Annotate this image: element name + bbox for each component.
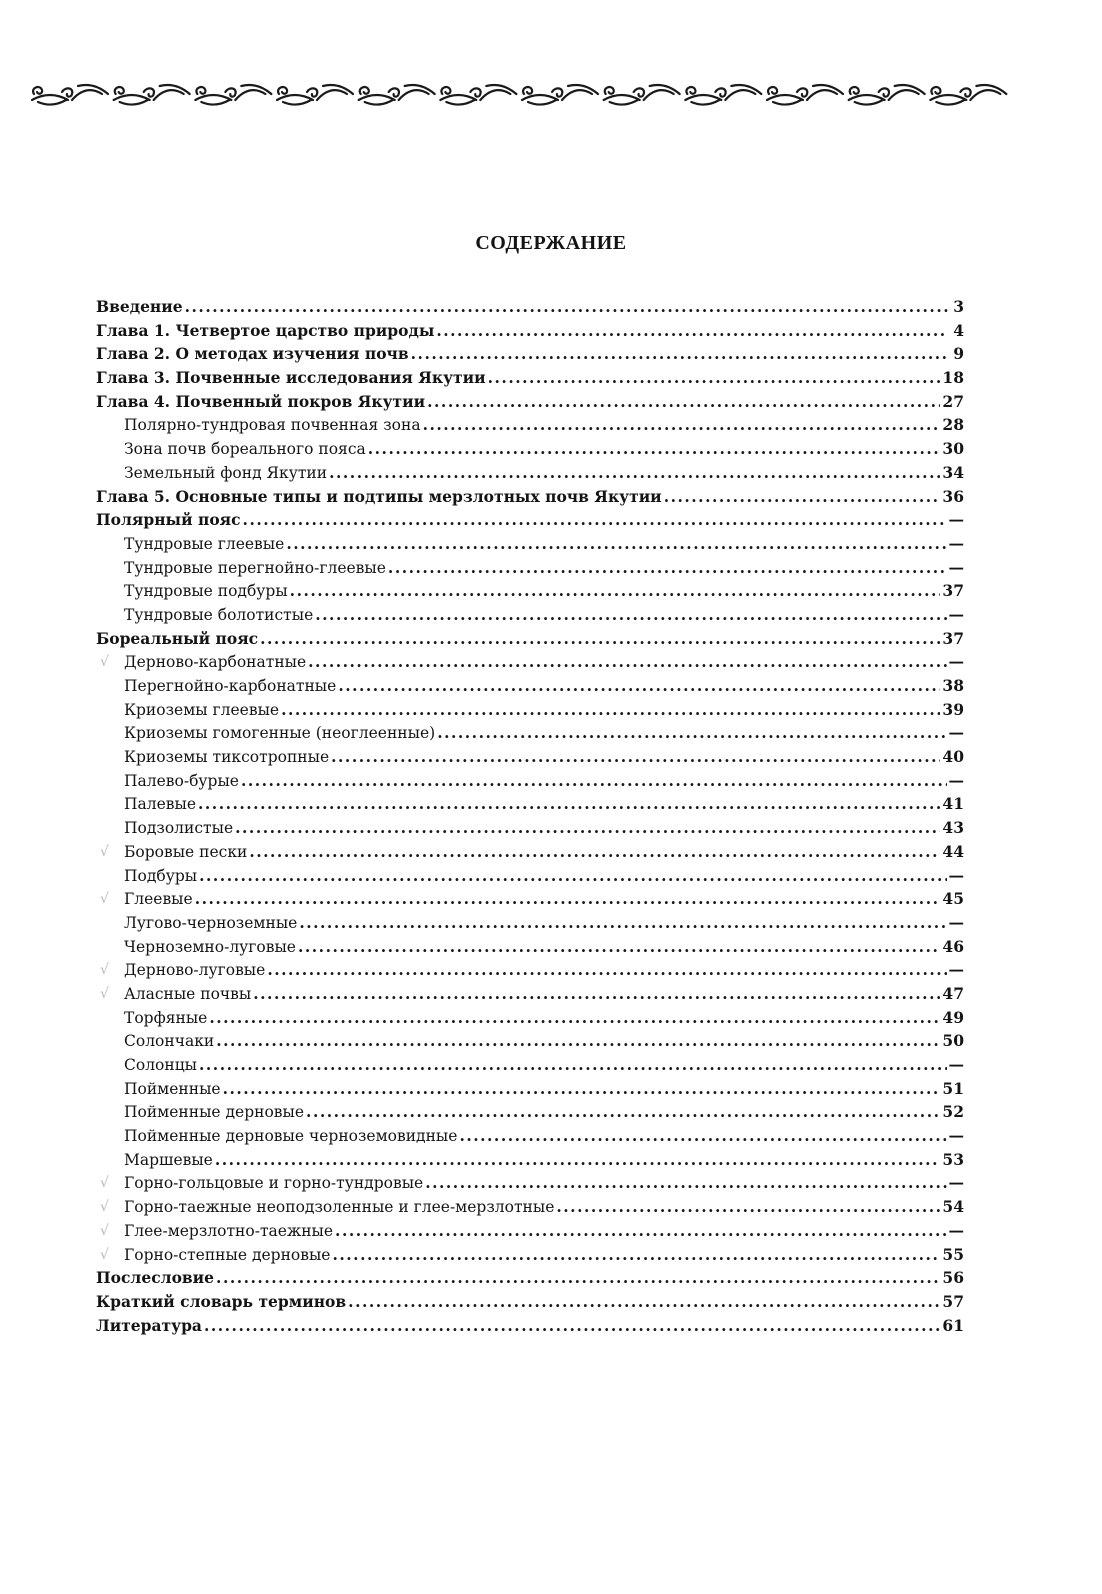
toc-entry[interactable] [96,911,964,935]
toc-entry[interactable] [96,864,964,888]
toc-entry-label: Солончаки [124,1032,215,1051]
dot-leader [216,1029,940,1053]
toc-entry-label: Пойменные дерновые [124,1103,305,1122]
toc-entry[interactable] [96,1195,964,1219]
dot-leader [298,935,940,959]
toc-entry[interactable] [96,1314,964,1338]
toc-entry[interactable] [96,627,964,651]
dot-leader [216,1266,940,1290]
toc-entry-label: Полярно-тундровая почвенная зона [124,416,421,435]
toc-entry[interactable] [96,816,964,840]
dot-leader [260,627,940,651]
toc-entry-label: Горно-гольцовые и горно-тундровые √ [96,1172,423,1196]
pencil-checkmark-icon: √ [100,843,109,860]
toc-entry-label: Дерново-карбонатные √ [96,651,306,675]
toc-entry-label: Тундровые перегнойно-глеевые [124,558,386,577]
toc-entry-label: Полярный пояс [96,510,241,530]
dot-leader [223,1077,941,1101]
toc-entry[interactable] [96,1100,964,1124]
toc-entry[interactable] [96,958,964,982]
dot-leader [290,579,941,603]
dot-leader [459,1124,946,1148]
toc-entry-label: Черноземно-луговые [124,937,296,956]
table-of-contents [96,295,964,1337]
toc-entry-page: 38 [942,676,964,695]
pencil-checkmark-icon: √ [100,1246,109,1263]
toc-entry-page: 37 [942,628,964,648]
toc-entry-label: Горно-степные дерновые √ [96,1244,330,1268]
toc-entry-page: — [948,770,964,790]
dot-leader [281,698,940,722]
toc-entry[interactable] [96,579,964,603]
toc-entry-label: Зона почв бореального пояса [124,440,366,459]
toc-entry-label: Маршевые [124,1150,213,1169]
toc-entry-page: 28 [942,415,964,435]
toc-entry[interactable] [96,1219,964,1243]
toc-entry-label: Горно-таежные неоподзоленные и глее-мерзлотные √ [96,1196,554,1220]
toc-entry-label: Глава 2. О методах изучения почв [96,344,409,364]
dot-leader [338,674,940,698]
dot-leader [199,864,946,888]
toc-entry-label: Подзолистые [124,819,234,838]
dot-leader [664,485,941,509]
toc-entry-label: Тундровые болотистые [124,605,314,624]
toc-entry-page: — [948,960,964,980]
toc-entry[interactable] [96,792,964,816]
toc-entry-page: — [948,533,964,553]
toc-entry-label: Бореальный пояс [96,628,259,648]
toc-entry-page: 50 [942,1031,964,1051]
pencil-checkmark-icon: √ [100,1222,109,1239]
toc-entry-page: 47 [942,983,964,1003]
toc-entry-label: Подбуры [124,866,198,885]
toc-entry[interactable] [96,413,964,437]
toc-entry-label: Пойменные дерновые черноземовидные [124,1127,458,1146]
decorative-scroll-border-icon [28,80,1008,106]
toc-entry-label: Палево-бурые [124,771,239,790]
toc-entry[interactable] [96,1006,964,1030]
dot-leader [299,911,946,935]
pencil-checkmark-icon: √ [100,891,109,908]
toc-entry-page: — [948,510,964,530]
dot-leader [315,603,946,627]
toc-entry-page: 36 [942,486,964,506]
toc-entry[interactable] [96,485,964,509]
toc-entry[interactable] [96,674,964,698]
toc-entry-page: — [948,912,964,932]
toc-entry[interactable] [96,745,964,769]
toc-entry[interactable] [96,461,964,485]
toc-entry[interactable] [96,556,964,580]
dot-leader [427,390,940,414]
page-title: СОДЕРЖАНИЕ [475,232,627,254]
toc-entry-page: — [948,1055,964,1074]
toc-entry-label: Земельный фонд Якутии [124,463,328,482]
toc-entry-page: 46 [942,936,964,956]
toc-entry-label: Криоземы тиксотропные [124,748,330,767]
toc-entry[interactable] [96,437,964,461]
dot-leader [204,1314,940,1338]
toc-entry-page: 55 [942,1244,964,1264]
toc-entry-page: 41 [942,794,964,814]
toc-entry-label: Глава 1. Четвертое царство природы [96,320,435,340]
dot-leader [267,958,946,982]
pencil-checkmark-icon: √ [100,1199,109,1216]
dot-leader [436,319,948,343]
toc-entry[interactable] [96,319,964,343]
dot-leader [332,1243,940,1267]
toc-entry[interactable] [96,532,964,556]
toc-entry[interactable] [96,1124,964,1148]
dot-leader [185,295,948,319]
toc-entry[interactable] [96,1266,964,1290]
dot-leader [195,887,941,911]
toc-entry-label: Перегнойно-карбонатные [124,677,337,695]
toc-entry-label: Тундровые подбуры [124,582,288,601]
toc-entry-page: 39 [942,699,964,719]
toc-entry[interactable] [96,295,964,319]
toc-entry-page: — [948,865,964,885]
toc-entry-label: Глеевые √ [96,888,193,912]
dot-leader [335,1219,946,1243]
toc-entry-page: 27 [942,391,964,411]
pencil-checkmark-icon: √ [100,654,109,671]
toc-entry-label: Боровые пески √ [96,841,247,865]
toc-entry[interactable] [96,1077,964,1101]
dot-leader [329,461,940,485]
toc-entry-label: Глава 3. Почвенные исследования Якутии [96,368,486,388]
pencil-checkmark-icon: √ [100,962,109,979]
toc-entry-page: 30 [942,439,964,459]
dot-leader [488,366,941,390]
toc-entry-page: 3 [953,297,964,316]
toc-entry[interactable] [96,721,964,745]
toc-entry-page: — [948,1220,964,1240]
dot-leader [556,1195,940,1219]
toc-entry[interactable] [96,342,964,366]
toc-entry-page: 56 [942,1268,964,1288]
toc-entry-label: Пойменные [124,1079,221,1098]
toc-entry-page: 52 [942,1102,964,1122]
toc-entry-label: Краткий словарь терминов [96,1291,347,1311]
toc-entry-label: Торфяные [124,1008,208,1027]
toc-entry-page: 57 [942,1291,964,1311]
toc-entry-page: — [948,1173,964,1193]
toc-entry-page: — [948,557,964,577]
toc-entry[interactable] [96,603,964,627]
toc-entry-label: Глава 4. Почвенный покров Якутии [96,391,426,411]
dot-leader [253,982,940,1006]
dot-leader [215,1148,941,1172]
toc-entry[interactable] [96,840,964,864]
dot-leader [423,413,941,437]
toc-entry[interactable] [96,650,964,674]
toc-entry[interactable] [96,935,964,959]
toc-entry-label: Палевые [124,795,197,814]
toc-entry-page: 49 [942,1007,964,1027]
toc-entry-page: 51 [942,1078,964,1098]
toc-entry[interactable] [96,390,964,414]
toc-entry-page: 54 [942,1197,964,1217]
toc-entry-page: — [948,604,964,624]
toc-entry[interactable] [96,982,964,1006]
pencil-checkmark-icon: √ [100,1175,109,1192]
toc-entry-label: Лугово-черноземные [124,913,298,932]
dot-leader [348,1290,940,1314]
toc-entry-page: 45 [942,889,964,909]
dot-leader [308,650,946,674]
toc-entry[interactable] [96,1171,964,1195]
toc-entry[interactable] [96,1243,964,1267]
toc-entry-page: 18 [942,368,964,388]
toc-entry[interactable] [96,508,964,532]
toc-entry-page: 40 [942,747,964,767]
dot-leader [331,745,940,769]
toc-entry-page: — [948,652,964,672]
dot-leader [411,342,948,366]
dot-leader [241,769,947,793]
toc-entry[interactable] [96,1290,964,1314]
dot-leader [437,721,946,745]
toc-entry-page: 34 [942,462,964,482]
toc-entry-label: Послесловие [96,1268,215,1288]
toc-entry-label: Тундровые глеевые [124,534,285,553]
toc-entry[interactable] [96,698,964,722]
toc-entry-page: — [948,723,964,743]
toc-entry-label: Криоземы глеевые [124,700,280,719]
toc-entry-page: 37 [942,581,964,601]
toc-entry[interactable] [96,887,964,911]
toc-entry-label: Дерново-луговые √ [96,959,265,983]
toc-entry-label: Аласные почвы √ [96,983,251,1007]
dot-leader [198,792,940,816]
dot-leader [425,1171,946,1195]
toc-entry[interactable] [96,366,964,390]
toc-entry[interactable] [96,1029,964,1053]
toc-entry[interactable] [96,1053,964,1077]
dot-leader [243,508,947,532]
dot-leader [306,1100,940,1124]
toc-entry-page: 9 [953,344,964,364]
pencil-checkmark-icon: √ [100,985,109,1002]
dot-leader [368,437,941,461]
toc-entry-label: Литература [96,1315,202,1335]
toc-entry-label: Глее-мерзлотно-таежные √ [96,1220,333,1244]
dot-leader [199,1053,946,1077]
toc-entry-page: — [948,1126,964,1146]
dot-leader [235,816,940,840]
dot-leader [286,532,946,556]
toc-entry-label: Солонцы [124,1056,198,1074]
toc-entry-label: Введение [96,297,183,316]
toc-entry-label: Криоземы гомогенные (неоглеенные) [124,724,436,743]
toc-entry[interactable] [96,769,964,793]
dot-leader [209,1006,940,1030]
toc-entry[interactable] [96,1148,964,1172]
dot-leader [249,840,940,864]
toc-entry-page: 53 [942,1149,964,1169]
toc-entry-page: 43 [942,818,964,838]
toc-entry-page: 44 [942,841,964,861]
dot-leader [388,556,947,580]
toc-entry-page: 4 [953,320,964,340]
toc-entry-page: 61 [942,1315,964,1335]
toc-entry-label: Глава 5. Основные типы и подтипы мерзлотных почв Якутии [96,486,662,506]
